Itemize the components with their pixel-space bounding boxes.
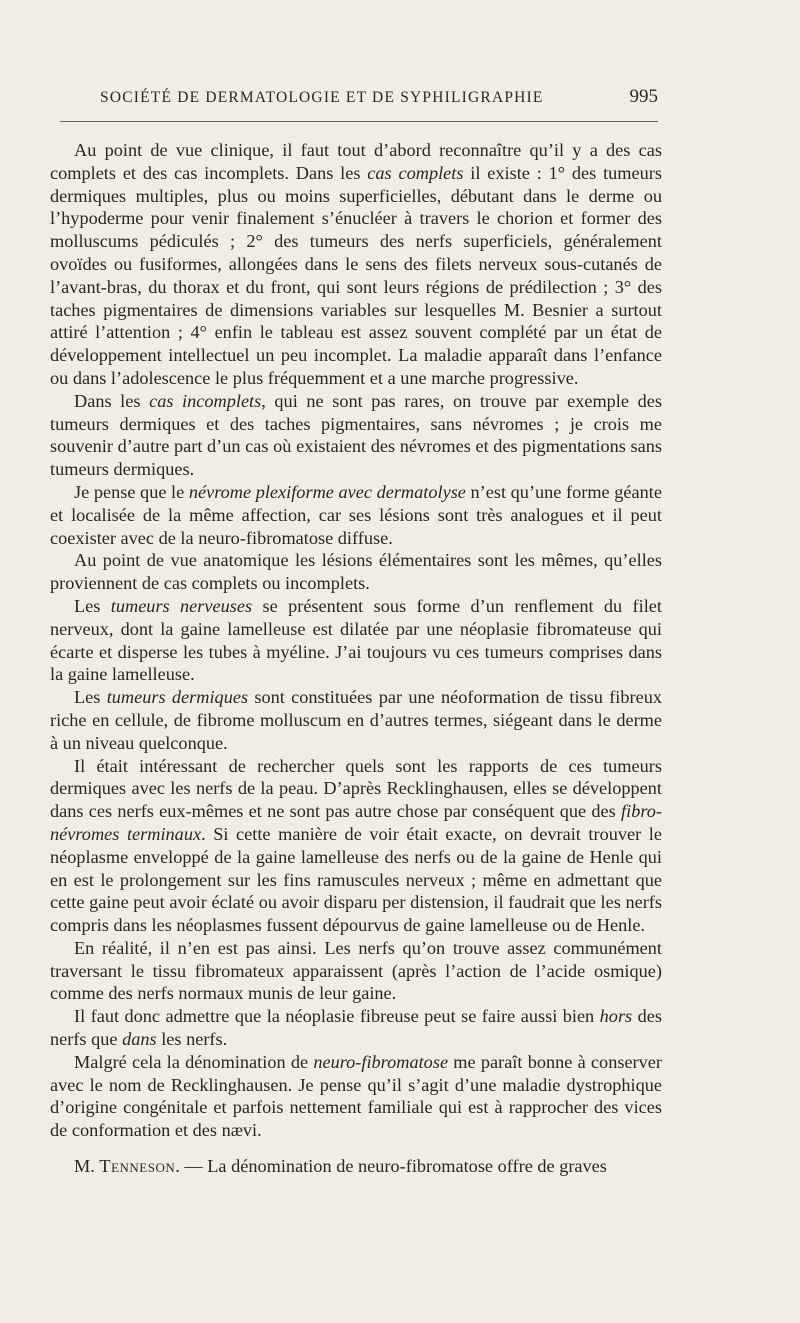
paragraph (50, 686, 662, 754)
text-run: Il était intéressant de rechercher quels sont les rapports de ces tumeurs dermiques avec les nerfs de la peau. D’après Recklinghausen, elles se développent dans ces nerfs eux-mêmes et ne sont pas autre chose par conséquent que des (50, 755, 662, 822)
text-run: En réalité, il n’en est pas ainsi. Les nerfs qu’on trouve assez communément traversant le tissu fibromateux apparaissent (après l’action de l’acide osmique) comme des nerfs normaux munis de leur gaine. (50, 937, 662, 1004)
italic-phrase: neuro-fibromatose (313, 1051, 449, 1072)
paragraph (50, 390, 662, 481)
paragraph (50, 139, 662, 390)
paragraph (50, 755, 662, 937)
page-header (100, 86, 658, 108)
text-run: . Si cette manière de voir était exacte, on devrait trouver le néoplasme enveloppé de la gaine lamelleuse des nerfs ou de la gaine de Henle qui en est le prolongement sur les fins ramuscules nerveux ; même en admettant que cette gaine peut avoir éclaté ou avoir disparu per distension, il faudrait que les nerfs compris dans les néoplasmes fussent dépourvus de gaine lamelleuse ou de Henle. (50, 823, 662, 936)
text-run: M. (74, 1156, 100, 1177)
text-run: les nerfs. (156, 1029, 228, 1050)
text-run: sont constituées par une néoformation de tissu fibreux riche en cellule, de fibrome molluscum en d’autres termes, siégeant dans le derme à un niveau quelconque. (50, 687, 662, 753)
italic-phrase: tumeurs nerveuses (110, 595, 253, 616)
italic-phrase: cas complets (367, 162, 464, 183)
speaker-name: Tenneson (99, 1156, 176, 1177)
italic-phrase: cas incomplets (149, 390, 262, 411)
paragraph (50, 549, 662, 595)
paragraph (50, 1051, 662, 1142)
text-run: Au point de vue anatomique les lésions élémentaires sont les mêmes, qu’elles proviennent de cas complets ou incomplets. (50, 550, 662, 594)
body-text (50, 139, 662, 1178)
text-run: me paraît bonne à conserver avec le nom de Recklinghausen. Je pense qu’il s’agit d’une maladie dystrophique d’origine congénitale et parfois nettement familiale qui est à rapprocher des vices de conformation et des nævi. (50, 1051, 662, 1141)
paragraph (50, 1155, 662, 1178)
text-run: n’est qu’une forme géante et localisée de la même affection, car ses lésions sont très analogues et il peut coexister avec de la neuro-fibromatose diffuse. (50, 481, 662, 548)
paragraph (50, 481, 662, 549)
italic-phrase: tumeurs dermiques (106, 687, 249, 708)
text-run: , qui ne sont pas rares, on trouve par exemple des tumeurs dermiques et des taches pigmentaires, sans névromes ; je crois me souvenir d’autre part d’un cas où existaient des névromes et des pigmentations sans tumeurs dermiques. (50, 390, 662, 480)
text-run: Au point de vue clinique, il faut tout d’abord reconnaître qu’il y a des cas complets et des cas incomplets. Dans les (50, 140, 662, 183)
page-number: 995 (629, 86, 658, 107)
text-run: des nerfs que (50, 1006, 662, 1050)
italic-phrase: dans (122, 1029, 157, 1050)
header-rule (60, 121, 658, 122)
text-run: Dans les (74, 390, 150, 411)
text-run: Malgré cela la dénomination de (74, 1051, 314, 1072)
text-run: . — La dénomination de neuro-fibromatose offre de graves (175, 1156, 607, 1177)
italic-phrase: hors (599, 1006, 633, 1027)
text-run: Il faut donc admettre que la néoplasie fibreuse peut se faire aussi bien (74, 1006, 600, 1027)
paragraph (50, 937, 662, 1005)
italic-phrase: fibro-névromes terminaux (50, 801, 662, 844)
running-head: SOCIÉTÉ DE DERMATOLOGIE ET DE SYPHILIGRAPHIE (100, 89, 544, 106)
paragraph (50, 595, 662, 686)
text-run: Les (74, 687, 107, 708)
text-run: se présentent sous forme d’un renflement du filet nerveux, dont la gaine lamelleuse est dilatée par une néoplasie fibromateuse qui écarte et disperse les tubes à myéline. J’ai toujours vu ces tumeurs comprises dans la gaine lamelleuse. (50, 595, 662, 685)
text-run: Les (74, 595, 111, 616)
paragraph (50, 1005, 662, 1051)
italic-phrase: névrome plexiforme avec dermatolyse (188, 481, 466, 502)
text-run: Je pense que le (74, 481, 189, 502)
text-run: il existe : 1° des tumeurs dermiques multiples, plus ou moins superficielles, débutant dans le derme ou l’hypoderme pour venir finalement s’énucléer à travers le chorion et former des molluscums pédiculés ; 2° des tumeurs des nerfs superficiels, généralement ovoïdes ou fusiformes, allongées dans le sens des filets nerveux sous-cutanés de l’avant-bras, du thorax et du front, qui sont leurs régions de prédilection ; 3° des taches pigmentaires de dimensions variables sur lesquelles M. Besnier a surtout attiré l’attention ; 4° enfin le tableau est assez souvent complété par un état de développement intellectuel un peu incomplet. La maladie apparaît dans l’enfance ou dans l’adolescence le plus fréquemment et a une marche progressive. (50, 162, 662, 388)
